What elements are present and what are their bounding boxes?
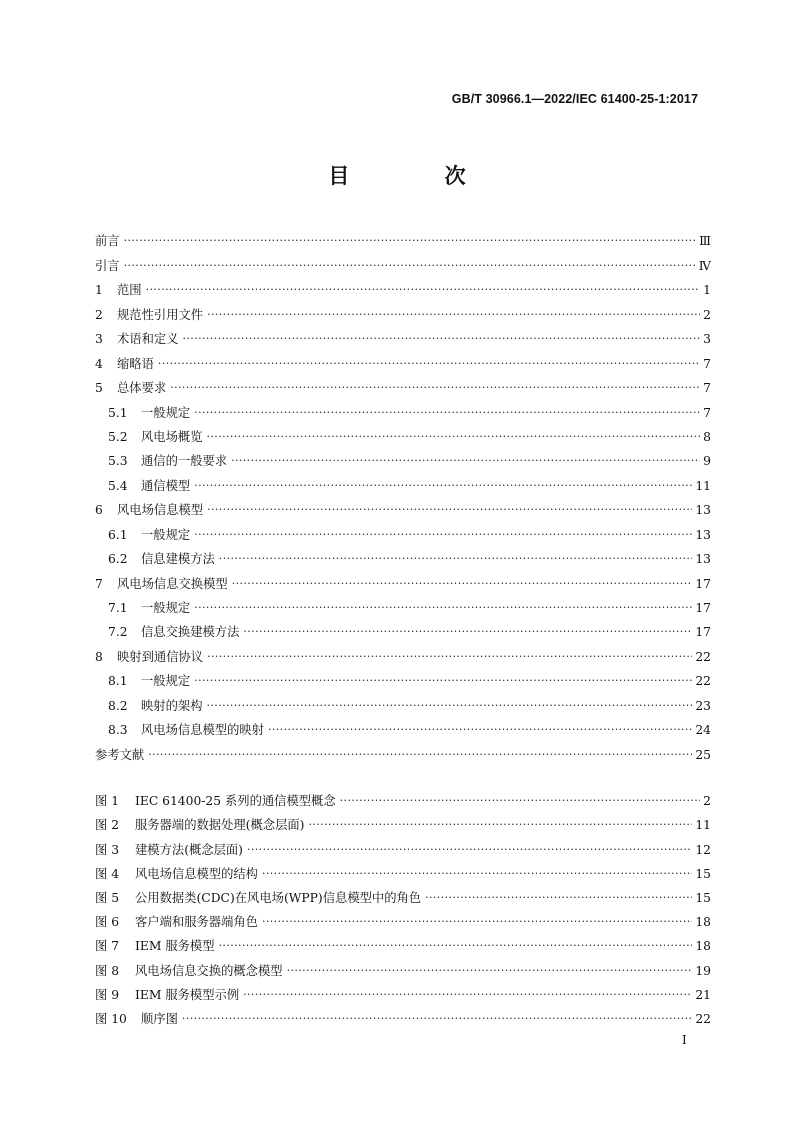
figure-entry[interactable] (95, 860, 711, 884)
figure-entry[interactable] (95, 908, 711, 932)
dot-leader (231, 451, 700, 471)
section-number: 7.2 (108, 625, 128, 640)
section-number: 6.1 (108, 527, 128, 542)
figure-entry[interactable] (95, 1005, 711, 1029)
section-number: 7.1 (108, 601, 128, 615)
page-ref: 11 (695, 818, 711, 833)
page-ref: 12 (695, 842, 711, 857)
section-title: 一般规定 (141, 527, 191, 542)
section-number: 6 (95, 503, 103, 518)
dot-leader (124, 256, 696, 276)
toc-entry[interactable] (95, 569, 711, 593)
toc-entry[interactable] (95, 471, 711, 495)
section-title: 总体要求 (117, 381, 167, 396)
section-title: 规范性引用文件 (117, 307, 204, 322)
dot-leader (243, 985, 692, 1005)
dot-leader (182, 1009, 692, 1029)
section-number: 8.1 (108, 674, 128, 689)
page-ref: 7 (703, 356, 711, 371)
dot-leader (247, 840, 692, 860)
section-number: 5.1 (108, 405, 128, 420)
dot-leader (425, 888, 692, 908)
section-title: 信息交换建模方法 (141, 625, 240, 640)
page-ref: 9 (703, 454, 711, 469)
toc-entry[interactable] (95, 349, 711, 373)
section-number: 5 (95, 381, 103, 396)
page-ref: 17 (695, 576, 711, 591)
section-title: 通信模型 (141, 478, 191, 493)
page-ref: 22 (695, 1011, 711, 1026)
toc-entry[interactable] (95, 300, 711, 324)
dot-leader (194, 476, 692, 496)
toc-entry[interactable] (95, 740, 711, 764)
page-ref: 22 (695, 674, 711, 689)
figure-number: 图 7 (95, 939, 120, 954)
page-ref: 13 (695, 503, 711, 518)
figure-title: 服务器端的数据处理(概念层面) (135, 818, 305, 833)
page-ref: 18 (695, 939, 711, 954)
dot-leader (219, 549, 693, 569)
section-title: 一般规定 (141, 674, 191, 689)
page-ref: 24 (695, 723, 711, 738)
toc-entry[interactable] (95, 496, 711, 520)
page-ref: 15 (695, 866, 711, 881)
page-ref: 2 (703, 307, 711, 322)
toc-entry[interactable] (95, 545, 711, 569)
figure-entry[interactable] (95, 787, 711, 811)
section-title: 缩略语 (117, 356, 154, 371)
figure-number: 图 10 (95, 1011, 127, 1026)
section-number: 3 (95, 332, 103, 347)
section-number: 6.2 (108, 552, 128, 567)
page-ref: Ⅲ (699, 234, 711, 249)
section-title: 风电场信息模型 (117, 503, 204, 518)
dot-leader (207, 696, 693, 716)
page-ref: 17 (695, 601, 711, 615)
section-title: 一般规定 (141, 405, 191, 420)
toc-entry[interactable] (95, 423, 711, 447)
dot-leader (243, 622, 692, 642)
section-title: 范围 (117, 283, 142, 298)
dot-leader (207, 305, 700, 325)
dot-leader (194, 671, 692, 691)
page-ref: 3 (703, 332, 711, 347)
toc-entry[interactable] (95, 398, 711, 422)
dot-leader (207, 427, 701, 447)
dot-leader (194, 598, 692, 618)
figure-number: 图 6 (95, 915, 120, 930)
section-number: 8.3 (108, 723, 128, 738)
figure-entry[interactable] (95, 981, 711, 1005)
toc-entry[interactable] (95, 374, 711, 398)
dot-leader (158, 354, 700, 374)
page-ref: Ⅳ (698, 258, 711, 273)
figure-title: IEM 服务模型示例 (135, 987, 240, 1002)
page-ref: 2 (703, 794, 711, 809)
figure-title: IEM 服务模型 (135, 939, 215, 954)
dot-leader (146, 280, 700, 300)
section-number: 1 (95, 283, 103, 298)
section-number: 5.2 (108, 429, 128, 444)
dot-leader (232, 574, 693, 594)
figure-entry[interactable] (95, 932, 711, 956)
section-title: 映射的架构 (141, 698, 203, 713)
page-ref: 21 (695, 987, 711, 1002)
toc-entry[interactable] (95, 716, 711, 740)
figure-entry[interactable] (95, 835, 711, 859)
figure-title: 顺序图 (141, 1011, 178, 1026)
figure-number: 图 2 (95, 818, 120, 833)
dot-leader (194, 525, 692, 545)
section-number: 5.3 (108, 454, 128, 469)
page-ref: 7 (703, 405, 711, 420)
section-title: 风电场信息交换模型 (117, 576, 228, 591)
page-title: 目 次 (328, 164, 510, 188)
dot-leader (340, 791, 700, 811)
toc-entry[interactable] (95, 251, 711, 275)
dot-leader (268, 720, 692, 740)
figure-entry[interactable] (95, 956, 711, 980)
section-number: 8 (95, 649, 103, 664)
toc-entry[interactable] (95, 667, 711, 691)
section-number: 5.4 (108, 478, 128, 493)
figure-title: 风电场信息模型的结构 (135, 866, 258, 881)
section-title: 术语和定义 (117, 332, 179, 347)
section-title: 映射到通信协议 (117, 649, 204, 664)
page-ref: 7 (703, 381, 711, 396)
page-ref: 13 (695, 552, 711, 567)
toc-entry[interactable] (95, 642, 711, 666)
dot-leader (262, 912, 692, 932)
figure-title: 建模方法(概念层面) (135, 842, 243, 857)
figure-number: 图 3 (95, 842, 120, 857)
standard-header (452, 92, 698, 106)
dot-leader (207, 500, 692, 520)
figure-number: 图 5 (95, 890, 120, 905)
page-ref: 19 (695, 963, 711, 978)
dot-leader (194, 403, 700, 423)
page-ref: 11 (695, 478, 711, 493)
toc-entry[interactable] (95, 276, 711, 300)
page-ref: 23 (695, 698, 711, 713)
figure-number: 图 8 (95, 963, 120, 978)
toc-entry[interactable] (95, 227, 711, 251)
section-title: 前言 (95, 234, 120, 249)
section-number: 2 (95, 307, 103, 322)
page-ref: 25 (695, 747, 711, 762)
figure-title: 公用数据类(CDC)在风电场(WPP)信息模型中的角色 (135, 890, 422, 905)
dot-leader (148, 745, 692, 765)
section-title: 风电场概览 (141, 429, 203, 444)
dot-leader (219, 936, 693, 956)
section-number: 8.2 (108, 698, 128, 713)
toc-entry[interactable] (95, 520, 711, 544)
toc-entry[interactable] (95, 447, 711, 471)
dot-leader (170, 378, 700, 398)
figure-title: 客户端和服务器端角色 (135, 915, 258, 930)
page-ref: 22 (695, 649, 711, 664)
figure-title: 风电场信息交换的概念模型 (135, 963, 283, 978)
list-of-figures (95, 787, 711, 1029)
section-title: 引言 (95, 258, 120, 273)
section-title: 风电场信息模型的映射 (141, 723, 264, 738)
toc-entry[interactable] (95, 594, 711, 618)
page-number: I (682, 1033, 687, 1047)
table-of-contents (95, 227, 711, 765)
page-ref: 8 (703, 429, 711, 444)
dot-leader (262, 864, 692, 884)
section-title: 信息建模方法 (141, 552, 215, 567)
page-ref: 1 (703, 283, 711, 298)
figure-number: 图 4 (95, 866, 120, 881)
section-title: 一般规定 (141, 601, 191, 615)
figure-number: 图 9 (95, 987, 120, 1002)
dot-leader (308, 815, 692, 835)
figure-title: IEC 61400-25 系列的通信模型概念 (135, 794, 336, 809)
toc-entry[interactable] (95, 691, 711, 715)
standard-id: GB/T 30966.1—2022/IEC 61400-25-1:2017 (451, 92, 698, 106)
page-ref: 18 (695, 915, 711, 930)
section-number: 4 (95, 356, 103, 371)
figure-entry[interactable] (95, 884, 711, 908)
dot-leader (124, 231, 697, 251)
dot-leader (183, 329, 701, 349)
figure-number: 图 1 (95, 794, 120, 809)
section-number: 7 (95, 576, 103, 591)
section-title: 通信的一般要求 (141, 454, 228, 469)
toc-entry[interactable] (95, 325, 711, 349)
dot-leader (207, 647, 692, 667)
toc-entry[interactable] (95, 618, 711, 642)
section-title: 参考文献 (95, 747, 145, 762)
page-ref: 13 (695, 527, 711, 542)
page-ref: 17 (695, 625, 711, 640)
page-ref: 15 (695, 890, 711, 905)
figure-entry[interactable] (95, 811, 711, 835)
dot-leader (287, 961, 693, 981)
